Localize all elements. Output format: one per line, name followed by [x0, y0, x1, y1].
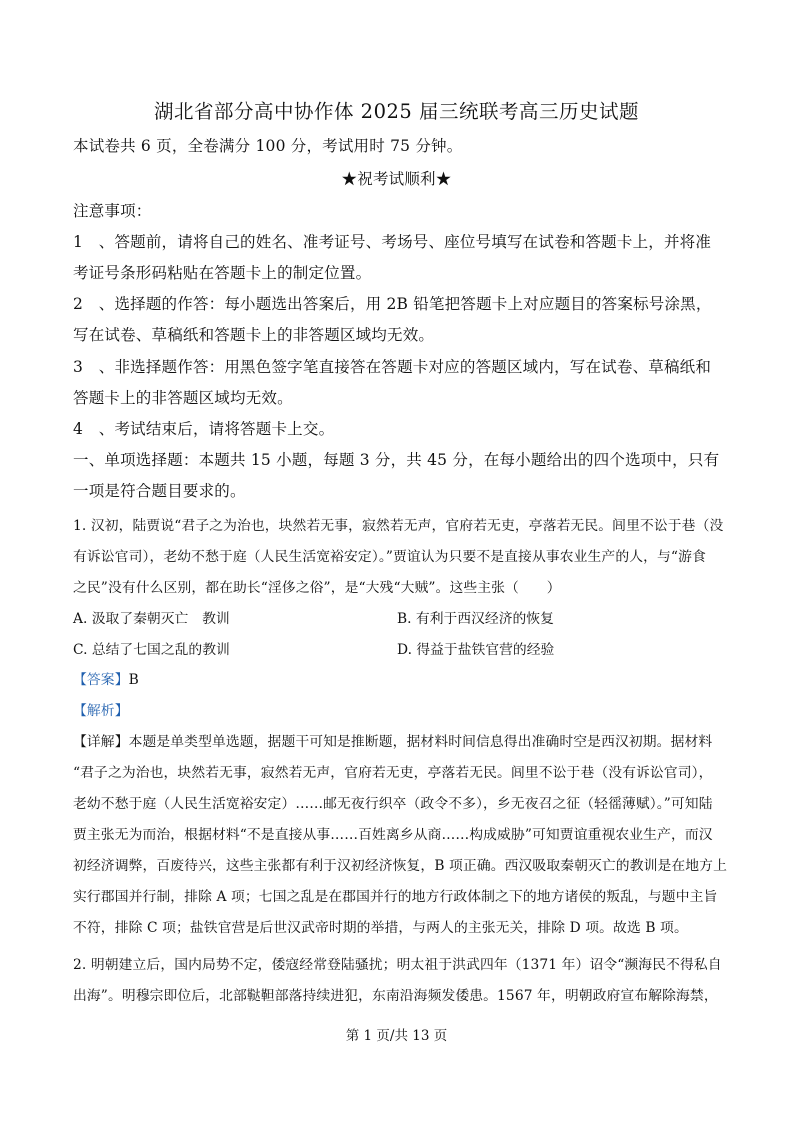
- section-heading-cont: 一项是符合题目要求的。: [73, 482, 246, 500]
- q1-option-a: A. 汲取了秦朝灭亡 教训: [73, 611, 230, 627]
- page-footer: 第 1 页/共 13 页: [345, 1028, 448, 1044]
- q1-detail-line: 贾主张无为而治，根据材料“不是直接从事……百姓离乡从商……构成威胁”可知贾谊重视农业生产，而汉: [73, 827, 713, 843]
- q1-option-b: B. 有利于西汉经济的恢复: [397, 611, 554, 627]
- q1-analysis-label: 【解析】: [73, 703, 129, 719]
- q1-detail-line: “君子之为治也，块然若无事，寂然若无声，官府若无吏，亭落若无民。闾里不讼于巷（没有诉讼官司），: [73, 765, 713, 781]
- q1-detail-line: 不符，排除 C 项；盐铁官营是后世汉武帝时期的举措，与两人的主张无关，排除 D 项。故选 B 项。: [73, 920, 688, 936]
- q1-detail-line: 初经济调弊，百废待兴，这些主张都有利于汉初经济恢复，B 项正确。西汉吸取秦朝灭亡的教训是在地方上: [73, 858, 727, 874]
- section-heading: 一、单项选择题：本题共 15 小题，每题 3 分，共 45 分，在每小题给出的四个选项中，只有: [73, 451, 720, 469]
- q1-stem-line: 之民”没有什么区别，都在助长“淫侈之俗”，是“大残“大贼”。这些主张（ ）: [73, 580, 561, 596]
- notice-line: 考证号条形码粘贴在答题卡上的制定位置。: [73, 264, 372, 282]
- q1-answer: [73, 668, 725, 688]
- notice-line: 答题卡上的非答题区域均无效。: [73, 389, 293, 407]
- q1-stem-line: 有诉讼官司），老幼不愁于庭（人民生活宽裕安定）。”贾谊认为只要不是直接从事农业生产的人，与“游食: [73, 549, 706, 565]
- exam-title: 湖北省部分高中协作体 2025 届三统联考高三历史试题: [153, 100, 640, 123]
- q1-option-d: D. 得益于盐铁官营的经验: [397, 642, 555, 658]
- q1-detail-line: 老幼不愁于庭（人民生活宽裕安定）……邮无夜行织卒（政令不多），乡无夜召之征（轻徭薄赋）。”可知陆: [73, 796, 713, 812]
- answer-value: B: [128, 672, 139, 688]
- notice-line: 写在试卷、草稿纸和答题卡上的非答题区域均无效。: [73, 326, 435, 344]
- notice-line: 3 、非选择题作答：用黑色签字笔直接答在答题卡对应的答题区域内，写在试卷、草稿纸和: [73, 358, 712, 376]
- notice-line: 2 、选择题的作答：每小题选出答案后，用 2B 铅笔把答题卡上对应题目的答案标号涂黑，: [73, 295, 712, 313]
- q1-detail-line: 【详解】本题是单类型单选题，据题干可知是推断题，据材料时间信息得出准确时空是西汉初期。据材料: [73, 734, 713, 750]
- good-luck-banner: ★祝考试顺利★: [341, 170, 452, 188]
- notice-line: 1 、答题前，请将自己的姓名、准考证号、考场号、座位号填写在试卷和答题卡上，并将准: [73, 233, 712, 251]
- q2-stem-line: 出海”。明穆宗即位后，北部鞑靼部落持续进犯，东南沿海频发倭患。1567 年，明朝政府宣布解除海禁，: [73, 988, 718, 1004]
- answer-label: 【答案】: [73, 672, 129, 688]
- q1-option-c: C. 总结了七国之乱的教训: [73, 642, 230, 658]
- q1-stem-line: 1. 汉初，陆贾说“君子之为治也，块然若无事，寂然若无声，官府若无吏，亭落若无民。闾里不讼于巷（没: [73, 518, 724, 534]
- exam-intro: 本试卷共 6 页，全卷满分 100 分，考试用时 75 分钟。: [73, 137, 463, 155]
- notice-line: 4 、考试结束后，请将答题卡上交。: [73, 420, 335, 438]
- q1-detail-line: 实行郡国并行制，排除 A 项；七国之乱是在郡国并行的地方行政体制之下的地方诸侯的叛乱，与题中主旨: [73, 889, 718, 905]
- notice-heading: 注意事项：: [73, 202, 152, 220]
- q2-stem-line: 2. 明朝建立后，国内局势不定，倭寇经常登陆骚扰；明太祖于洪武四年（1371 年）诏令“濒海民不得私自: [73, 957, 722, 973]
